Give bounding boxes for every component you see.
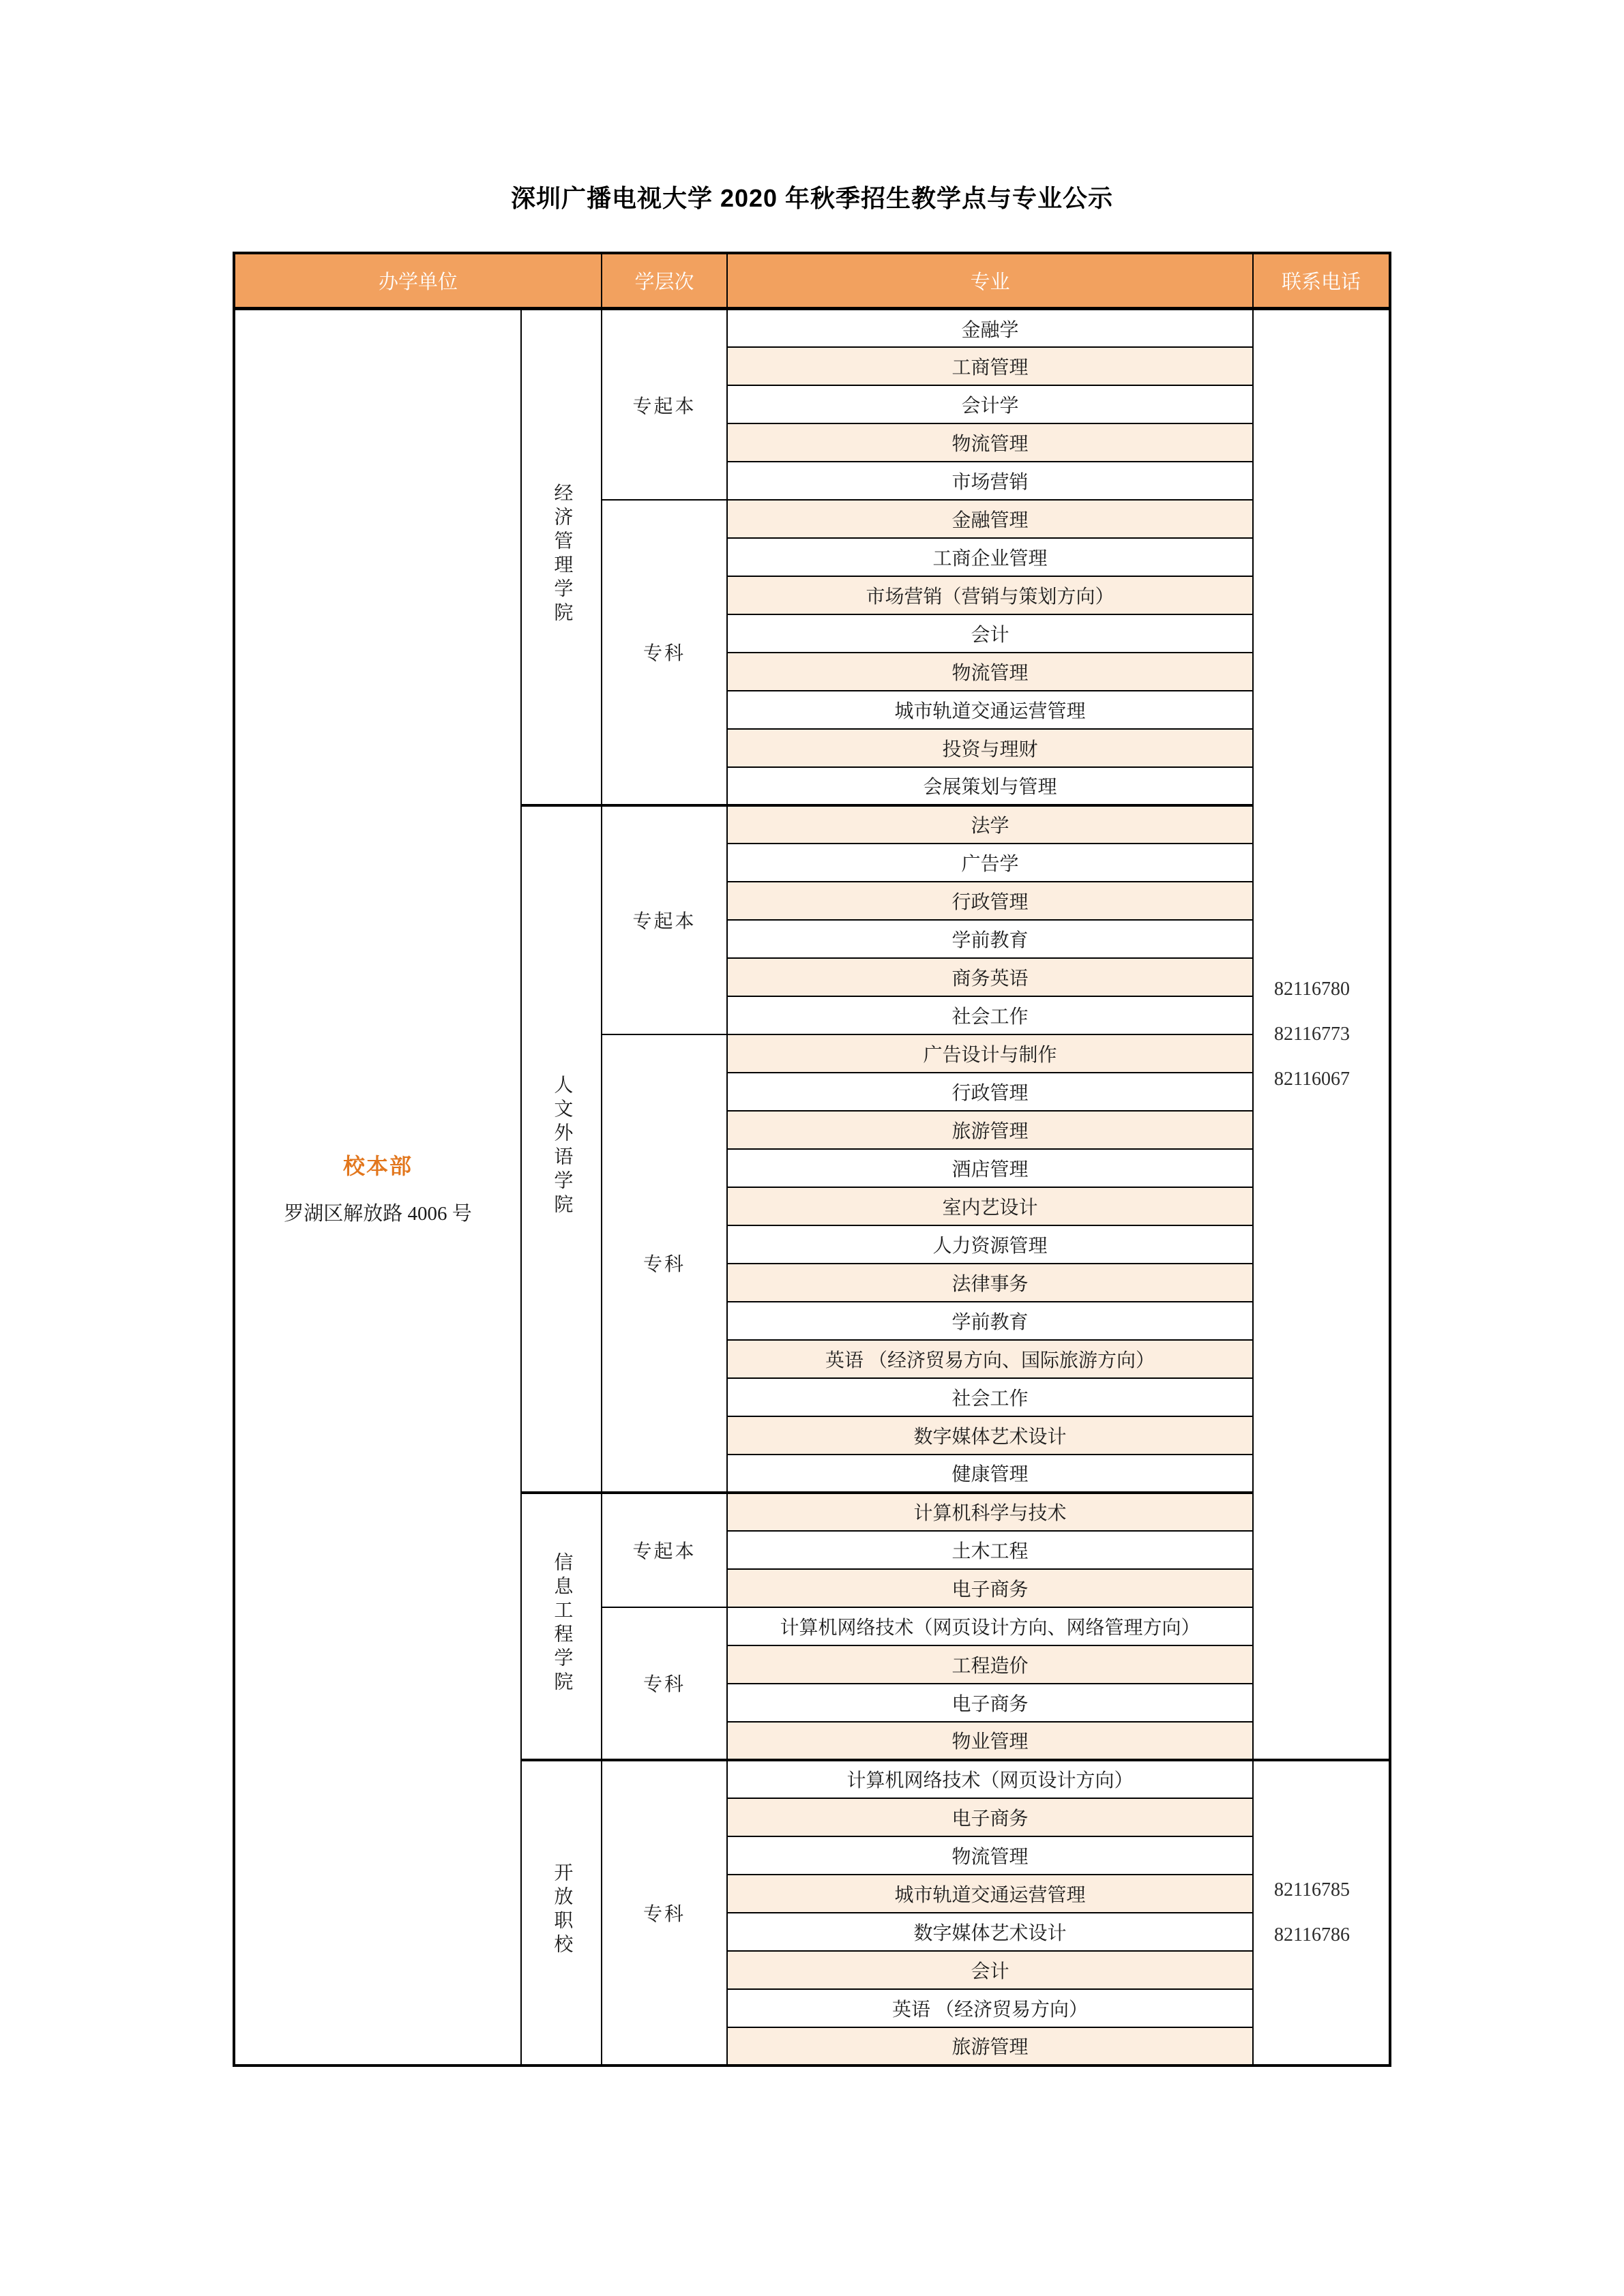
phone-number: 82116773 (1274, 1024, 1350, 1045)
major-cell: 电子商务 (727, 1798, 1253, 1836)
major-cell: 市场营销（营销与策划方向） (727, 576, 1253, 614)
phone-number: 82116067 (1274, 1069, 1350, 1090)
major-cell: 市场营销 (727, 462, 1253, 500)
major-cell: 物流管理 (727, 423, 1253, 462)
major-cell: 法律事务 (727, 1264, 1253, 1302)
campus-name: 校本部 (342, 1153, 413, 1178)
major-cell: 物业管理 (727, 1722, 1253, 1760)
col-header-level: 学层次 (602, 253, 727, 309)
major-cell: 会计 (727, 614, 1253, 653)
major-cell: 物流管理 (727, 653, 1253, 691)
college-name: 开放职校 (551, 1862, 573, 1958)
table-header (234, 253, 1390, 309)
college-name: 人文外语学院 (551, 1074, 573, 1218)
major-cell: 旅游管理 (727, 2027, 1253, 2066)
major-cell: 会展策划与管理 (727, 767, 1253, 805)
major-cell: 会计 (727, 1951, 1253, 1989)
col-header-major: 专业 (727, 253, 1253, 309)
major-cell: 学前教育 (727, 920, 1253, 958)
major-cell: 土木工程 (727, 1531, 1253, 1569)
major-cell: 酒店管理 (727, 1149, 1253, 1187)
col-header-phone: 联系电话 (1253, 253, 1390, 309)
campus-address: 罗湖区解放路 4006 号 (284, 1202, 472, 1225)
major-cell: 人力资源管理 (727, 1225, 1253, 1264)
table-row (234, 309, 1390, 347)
phone-cell (1253, 309, 1390, 1760)
level-cell: 专科 (602, 500, 727, 805)
major-cell: 健康管理 (727, 1455, 1253, 1493)
level-cell: 专起本 (602, 805, 727, 1034)
college-name-cell (521, 1760, 602, 2066)
major-cell: 电子商务 (727, 1684, 1253, 1722)
major-cell: 工商管理 (727, 347, 1253, 385)
page-title: 深圳广播电视大学 2020 年秋季招生教学点与专业公示 (510, 184, 1114, 212)
level-cell: 专起本 (602, 1493, 727, 1607)
phone-number: 82116785 (1274, 1879, 1350, 1900)
major-cell: 投资与理财 (727, 729, 1253, 767)
major-cell: 会计学 (727, 385, 1253, 423)
major-cell: 计算机网络技术（网页设计方向、网络管理方向） (727, 1607, 1253, 1645)
major-cell: 广告学 (727, 844, 1253, 882)
college-name-cell (521, 309, 602, 805)
major-cell: 城市轨道交通运营管理 (727, 691, 1253, 729)
major-cell: 室内艺设计 (727, 1187, 1253, 1225)
col-header-unit: 办学单位 (234, 253, 602, 309)
major-cell: 金融管理 (727, 500, 1253, 538)
major-cell: 社会工作 (727, 1378, 1253, 1416)
major-cell: 行政管理 (727, 1073, 1253, 1111)
major-cell: 社会工作 (727, 996, 1253, 1034)
major-cell: 工程造价 (727, 1645, 1253, 1684)
level-cell: 专起本 (602, 309, 727, 500)
major-cell: 城市轨道交通运营管理 (727, 1875, 1253, 1913)
level-cell: 专科 (602, 1607, 727, 1760)
major-cell: 商务英语 (727, 958, 1253, 996)
major-cell: 电子商务 (727, 1569, 1253, 1607)
phone-number: 82116780 (1274, 979, 1350, 1000)
major-cell: 工商企业管理 (727, 538, 1253, 576)
campus-cell (234, 309, 521, 2066)
major-cell: 计算机网络技术（网页设计方向） (727, 1760, 1253, 1798)
college-name: 经济管理学院 (551, 483, 573, 627)
major-cell: 旅游管理 (727, 1111, 1253, 1149)
header-row (234, 253, 1390, 309)
level-cell: 专科 (602, 1034, 727, 1493)
level-cell: 专科 (602, 1760, 727, 2066)
college-name-cell (521, 1493, 602, 1760)
college-name: 信息工程学院 (551, 1551, 573, 1695)
table-body (234, 309, 1390, 2066)
phone-number: 82116786 (1274, 1924, 1350, 1945)
major-cell: 数字媒体艺术设计 (727, 1913, 1253, 1951)
major-cell: 数字媒体艺术设计 (727, 1416, 1253, 1455)
admissions-table (233, 252, 1391, 2067)
major-cell: 学前教育 (727, 1302, 1253, 1340)
phone-cell (1253, 1760, 1390, 2066)
major-cell: 英语 （经济贸易方向） (727, 1989, 1253, 2027)
major-cell: 物流管理 (727, 1836, 1253, 1875)
major-cell: 金融学 (727, 309, 1253, 347)
major-cell: 行政管理 (727, 882, 1253, 920)
college-name-cell (521, 805, 602, 1493)
major-cell: 法学 (727, 805, 1253, 844)
major-cell: 广告设计与制作 (727, 1034, 1253, 1073)
major-cell: 计算机科学与技术 (727, 1493, 1253, 1531)
major-cell: 英语 （经济贸易方向、国际旅游方向） (727, 1340, 1253, 1378)
